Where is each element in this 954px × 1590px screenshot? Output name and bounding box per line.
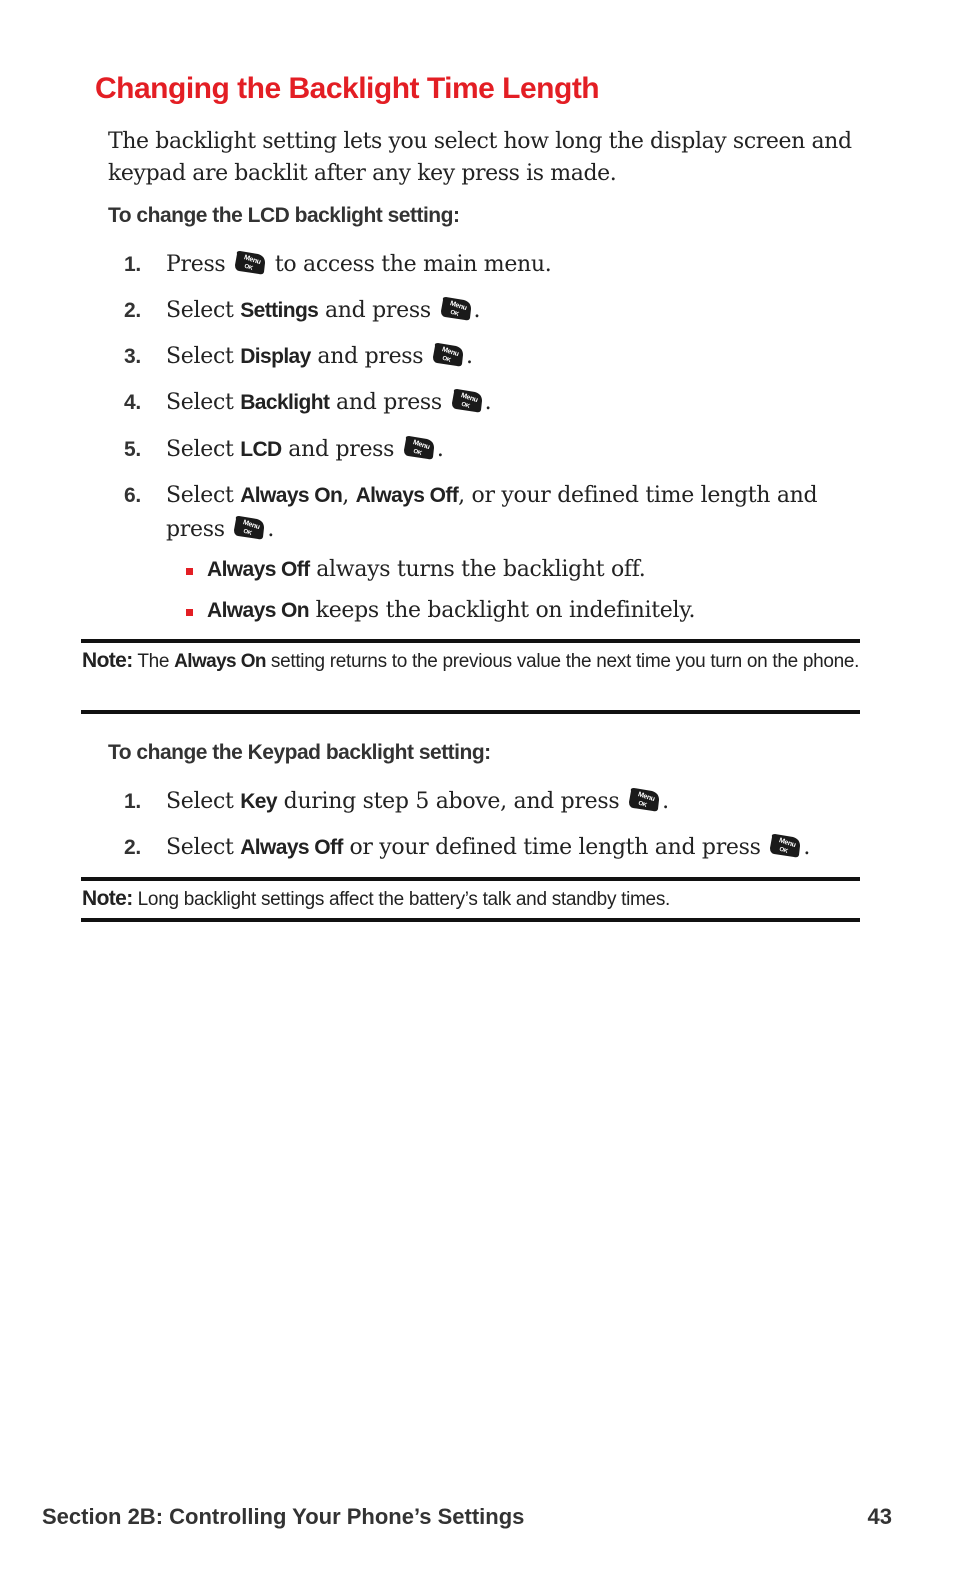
menu-option-display: Display [240,345,311,368]
svg-text:OK: OK [778,846,789,855]
intro-paragraph: The backlight setting lets you select how long the display screen and keypad are backlit after any key press is made. [108,129,852,186]
menu-ok-key-icon [440,296,472,322]
page-title: Changing the Backlight Time Length [95,72,600,105]
keypad-heading: To change the Keypad backlight setting: [108,741,491,764]
menu-option-lcd: LCD [240,438,282,461]
menu-ok-key-icon [628,787,660,813]
step-number: 2. [124,836,141,859]
bullet-marker [186,609,193,616]
footer-section: Section 2B: Controlling Your Phone’s Settings [42,1504,525,1529]
note-rule-top [81,877,860,881]
step-number: 5. [124,438,141,461]
menu-option-settings: Settings [240,299,319,322]
menu-option-always-on: Always On [240,484,343,507]
page-number: 43 [867,1504,892,1529]
svg-text:Menu: Menu [441,346,460,359]
step-number: 6. [124,484,141,507]
svg-text:Menu: Menu [411,439,431,452]
svg-text:OK: OK [448,309,459,318]
menu-ok-key-icon [432,342,464,368]
bullet-marker [186,568,193,575]
menu-option-always-off: Always Off [240,836,343,859]
note-battery: Note: Long backlight settings affect the battery’s talk and standby times. [82,887,670,910]
svg-text:Menu: Menu [243,254,262,267]
step-number: 1. [124,790,141,813]
menu-ok-key-icon [233,515,265,541]
svg-text:OK: OK [242,528,253,537]
menu-option-key: Key [240,790,277,813]
note-rule-top [81,639,860,643]
step-number: 2. [124,299,141,322]
step-number: 4. [124,391,141,414]
svg-text:Menu: Menu [459,392,479,405]
manual-page: Changing the Backlight Time Length The backlight setting lets you select how long the display screen and keypad are backlit after any key press is made. To change the LCD backlight setting: 1. Press Menu OK to access the main menu. 2. Select Settings and press Menu OK . 3. Select Display and press Menu OK . 4. Select Backlight and press Menu OK . 5. Select LCD and press Menu OK . 6. Select Always On, Always Off, or your defined time length and press Menu OK . Always Off always turns the backlight off. Always On keeps the backlight on indefinitely. Note: The Always On setting returns to the previous value the next time you turn on the phone. To change the Keypad backlight setting: 1. Select Key during step 5 above, and press Menu OK . 2. Select Always Off or your defined time length and press Menu OK . Note: Long backlight settings affect the battery’s talk and standby times. Section 2B: Controlling Your Phone’s Settings 43 [42,72,892,1529]
svg-text:OK: OK [441,355,452,364]
lcd-heading: To change the LCD backlight setting: [108,204,460,227]
note-rule-bottom [81,918,860,922]
menu-option-backlight: Backlight [240,391,330,414]
svg-text:OK: OK [243,263,254,272]
svg-text:Menu: Menu [242,519,261,532]
menu-option-always-off: Always Off [355,484,459,507]
svg-text:OK: OK [637,800,648,809]
menu-ok-key-icon [234,250,266,276]
menu-ok-key-icon [403,435,435,461]
svg-text:Menu: Menu [637,791,656,804]
step-number: 1. [124,253,141,276]
note-rule-bottom [81,710,860,714]
svg-text:Menu: Menu [448,300,467,313]
step-number: 3. [124,345,141,368]
svg-text:Menu: Menu [778,837,797,850]
svg-text:OK: OK [460,401,470,410]
note-always-on: Note: The Always On setting returns to the previous value the next time you turn on the phone. [82,649,860,672]
svg-text:OK: OK [412,448,423,457]
menu-ok-key-icon [769,833,801,859]
menu-ok-key-icon [451,388,483,414]
